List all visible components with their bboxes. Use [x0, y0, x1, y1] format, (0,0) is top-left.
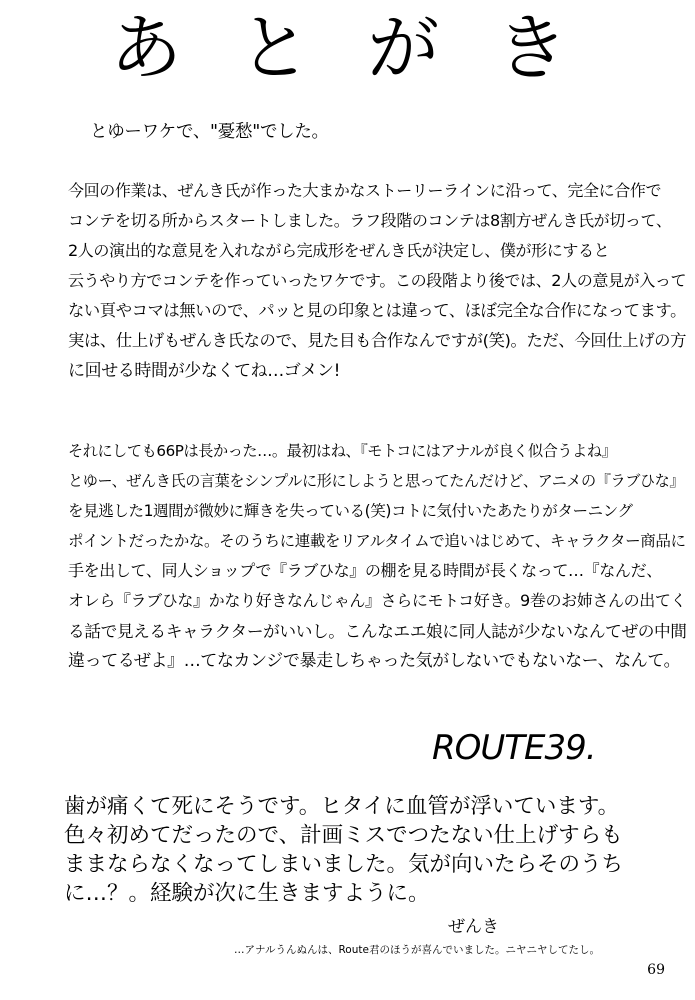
page-title: [110, 8, 570, 88]
text-line: ない頁やコマは無いので、パッと見の印象とは違って、ほぼ完全な合作になってます。: [68, 301, 687, 320]
text-line: に…？。経験が次に生きますように。: [64, 881, 430, 906]
text-line: それにしても66Pは長かった…。最初はね、『モトコにはアナルが良く似合うよね』: [68, 442, 617, 460]
signature-zenki: ぜんき: [448, 917, 499, 937]
title-char: と: [238, 6, 313, 90]
text-line: に回せる時間が少なくてね…ゴメン!: [68, 361, 341, 381]
text-line: ままならなくなってしまいました。気が向いたらそのうち: [64, 852, 624, 877]
title-char: あ: [110, 6, 185, 90]
paragraph-3: [64, 792, 623, 908]
text-line: 手を出して、同人ショップで『ラブひな』の棚を見る時間が長くなって…『なんだ、: [68, 561, 662, 580]
footnote: …アナルうんぬんは、Route君のほうが喜んでいました。ニヤニヤしてたし。: [234, 944, 600, 956]
title-char: が: [367, 6, 442, 90]
text-line: 色々初めてだったので、計画ミスでつたない仕上げすらも: [64, 823, 623, 848]
text-line: 歯が痛くて死にそうです。ヒタイに血管が浮いています。: [64, 794, 620, 819]
text-line: オレら『ラブひな』かなり好きなんじゃん』さらにモトコ好き。9巻のお姉さんの出てく: [68, 591, 687, 610]
title-char: き: [495, 6, 570, 90]
text-line: 違ってるぜよ』…てなカンジで暴走しちゃった気がしないでもないなー、なんて。: [68, 651, 681, 671]
text-line: ポイントだったかな。そのうちに連載をリアルタイムで追いはじめて、キャラクター商品に: [68, 532, 686, 550]
signature-route39: ROUTE39.: [432, 728, 596, 768]
text-line: 2人の演出的な意見を入れながら完成形をぜんき氏が決定し、僕が形にすると: [68, 241, 610, 260]
text-line: とゆー、ぜんき氏の言葉をシンプルに形にしようと思ってたんだけど、アニメの『ラブひな』: [68, 472, 685, 490]
text-line: る話で見えるキャラクターがいいし。こんなエエ娘に同人誌が少ないなんてぜの中間: [68, 621, 687, 641]
intro-line: とゆーワケで、"憂愁"でした。: [90, 122, 329, 142]
text-line: 云うやり方でコンテを作っていったワケです。この段階より後では、2人の意見が入って: [68, 271, 687, 290]
paragraph-2: [68, 436, 687, 676]
text-line: 今回の作業は、ぜんき氏が作った大まかなストーリーラインに沿って、完全に合作で: [68, 181, 662, 200]
page-number: 69: [647, 962, 665, 978]
paragraph-1: [68, 176, 686, 386]
text-line: コンテを切る所からスタートしました。ラフ段階のコンテは8割方ぜんき氏が切って、: [68, 211, 672, 230]
text-line: 実は、仕上げもぜんき氏なので、見た目も合作なんですが(笑)。ただ、今回仕上げの方: [68, 331, 687, 350]
text-line: を見逃した1週間が微妙に輝きを失っている(笑)コトに気付いたあたりがターニング: [68, 502, 633, 520]
